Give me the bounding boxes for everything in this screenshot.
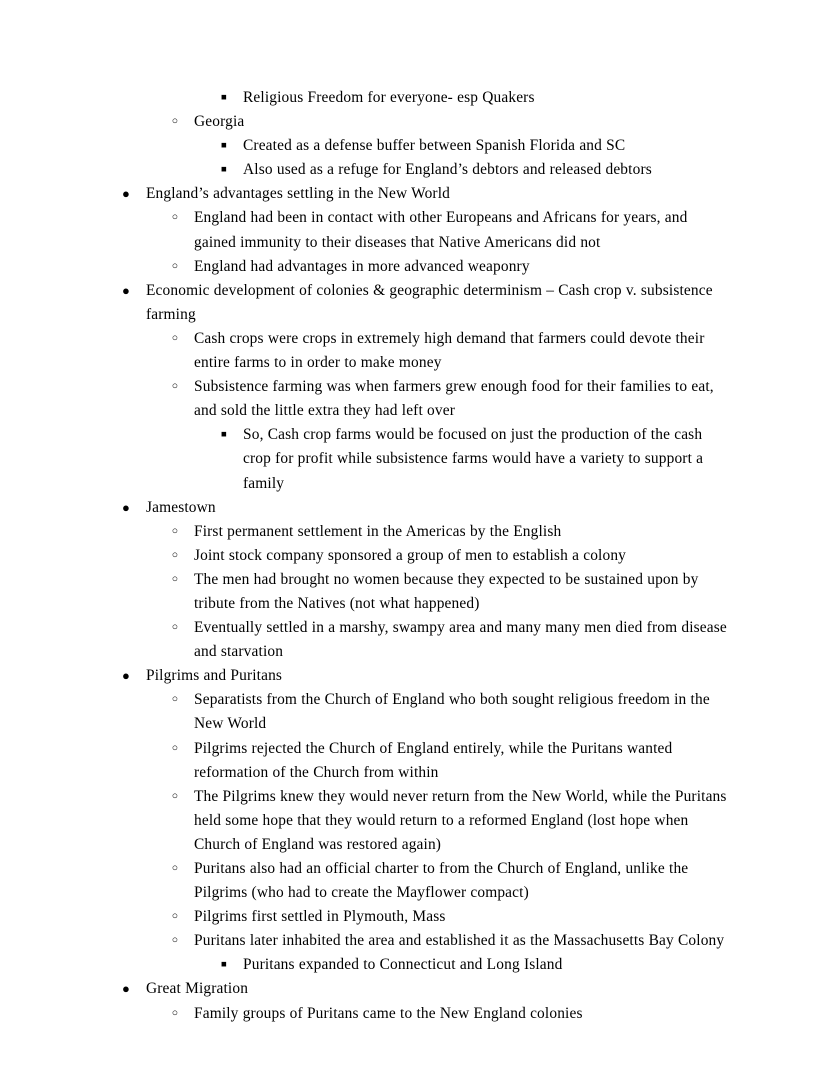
- bullet-disc-icon: ●: [121, 282, 130, 298]
- outline-item-text: The men had brought no women because they expected to be sustained upon by tribute from the Natives (not what happened): [194, 570, 699, 612]
- outline-item-level-1: [0, 182, 828, 206]
- outline-item-text: Also used as a refuge for England’s debtors and released debtors: [243, 161, 652, 179]
- bullet-circle-icon: ○: [171, 549, 179, 561]
- outline-item-level-3: [0, 953, 828, 977]
- outline-item-text: Pilgrims rejected the Church of England entirely, while the Puritans wanted reformation of the Church from within: [194, 739, 673, 781]
- bullet-circle-icon: ○: [171, 381, 179, 393]
- outline-item-level-1: [0, 496, 828, 520]
- bullet-circle-icon: ○: [171, 742, 179, 754]
- outline-item-text: Economic development of colonies & geographic determinism – Cash crop v. subsistence farming: [146, 281, 713, 323]
- outline-item-text: England’s advantages settling in the New World: [146, 185, 450, 203]
- bullet-circle-icon: ○: [171, 212, 179, 224]
- outline-item-level-2: [0, 905, 828, 929]
- outline-item-text: England had advantages in more advanced weaponry: [194, 257, 530, 275]
- bullet-circle-icon: ○: [171, 573, 179, 585]
- outline-item-level-2: [0, 616, 828, 664]
- outline-item-level-2: [0, 737, 828, 785]
- outline-item-text: Puritans later inhabited the area and established it as the Massachusetts Bay Colony: [194, 932, 725, 950]
- outline-item-text: Jamestown: [146, 498, 216, 516]
- outline-item-text: Created as a defense buffer between Spanish Florida and SC: [243, 137, 626, 155]
- bullet-square-icon: ■: [221, 93, 227, 103]
- outline-item-text: So, Cash crop farms would be focused on just the production of the cash crop for profit while subsistence farms would have a variety to support a family: [243, 426, 704, 492]
- outline-item-text: Puritans also had an official charter to from the Church of England, unlike the Pilgrims (who had to create the Mayflower compact): [194, 860, 689, 902]
- outline-item-text: The Pilgrims knew they would never return from the New World, while the Puritans held some hope that they would return to a reformed England (lost hope when Church of England was restored again): [194, 787, 727, 853]
- bullet-square-icon: ■: [221, 141, 227, 152]
- outline-item-level-2: [0, 688, 828, 736]
- outline-item-text: First permanent settlement in the Americas by the English: [194, 522, 562, 540]
- outline-item-level-2: [0, 375, 828, 423]
- bullet-circle-icon: ○: [171, 260, 179, 272]
- bullet-circle-icon: ○: [171, 694, 179, 706]
- bullet-square-icon: ■: [221, 430, 227, 441]
- outline-item-text: Georgia: [194, 113, 245, 131]
- outline-item-level-2: [0, 929, 828, 953]
- outline-item-text: Great Migration: [146, 980, 249, 998]
- outline-item-text: Pilgrims first settled in Plymouth, Mass: [194, 908, 446, 926]
- outline-item-level-2: [0, 568, 828, 616]
- outline-item-text: Religious Freedom for everyone- esp Quakers: [243, 89, 535, 106]
- outline-item-level-2: [0, 110, 828, 134]
- outline-item-text: Separatists from the Church of England who both sought religious freedom in the New World: [194, 691, 710, 733]
- outline-item-level-2: [0, 544, 828, 568]
- outline-item-level-2: [0, 857, 828, 905]
- bullet-square-icon: ■: [221, 165, 227, 176]
- bullet-circle-icon: ○: [171, 332, 179, 344]
- bullet-circle-icon: ○: [171, 790, 179, 802]
- bullet-circle-icon: ○: [171, 1007, 179, 1019]
- outline-item-level-2: [0, 206, 828, 254]
- bullet-circle-icon: ○: [171, 911, 179, 923]
- outline-item-text: Eventually settled in a marshy, swampy area and many many men died from disease and starvation: [194, 619, 727, 661]
- bullet-circle-icon: ○: [171, 525, 179, 537]
- outline-item-level-1: [0, 977, 828, 1001]
- bullet-circle-icon: ○: [171, 863, 179, 874]
- outline-item-text: Family groups of Puritans came to the New England colonies: [194, 1004, 583, 1022]
- outline-item-level-3: [0, 158, 828, 182]
- outline-item-text: Cash crops were crops in extremely high demand that farmers could devote their entire farms to in order to make money: [194, 329, 705, 372]
- outline-item-text: Pilgrims and Puritans: [146, 667, 283, 685]
- outline-item-level-3: [0, 423, 828, 495]
- bullet-disc-icon: ●: [121, 981, 130, 997]
- outline-item-level-2: [0, 1002, 828, 1026]
- bullet-circle-icon: ○: [171, 935, 179, 947]
- bullet-disc-icon: ●: [121, 499, 130, 515]
- bullet-circle-icon: ○: [171, 116, 179, 128]
- outline-item-level-2: [0, 327, 828, 375]
- outline-item-text: Puritans expanded to Connecticut and Long Island: [243, 956, 563, 974]
- outline-item-level-2: [0, 255, 828, 279]
- outline-item-level-2: [0, 520, 828, 544]
- outline-item-level-3: [0, 134, 828, 158]
- outline-list: [0, 86, 828, 1026]
- outline-item-text: Subsistence farming was when farmers grew enough food for their families to eat, and sold the little extra they had left over: [194, 378, 714, 420]
- outline-item-text: Joint stock company sponsored a group of men to establish a colony: [194, 546, 627, 564]
- outline-item-level-3: [0, 86, 828, 110]
- bullet-disc-icon: ●: [121, 186, 130, 202]
- outline-item-level-1: [0, 664, 828, 688]
- outline-item-level-2: [0, 785, 828, 857]
- outline-item-text: England had been in contact with other Europeans and Africans for years, and gained immunity to their diseases that Native Americans did not: [194, 209, 688, 251]
- bullet-circle-icon: ○: [171, 622, 179, 634]
- bullet-disc-icon: ●: [121, 668, 130, 684]
- bullet-square-icon: ■: [221, 960, 227, 971]
- outline-item-level-1: [0, 279, 828, 327]
